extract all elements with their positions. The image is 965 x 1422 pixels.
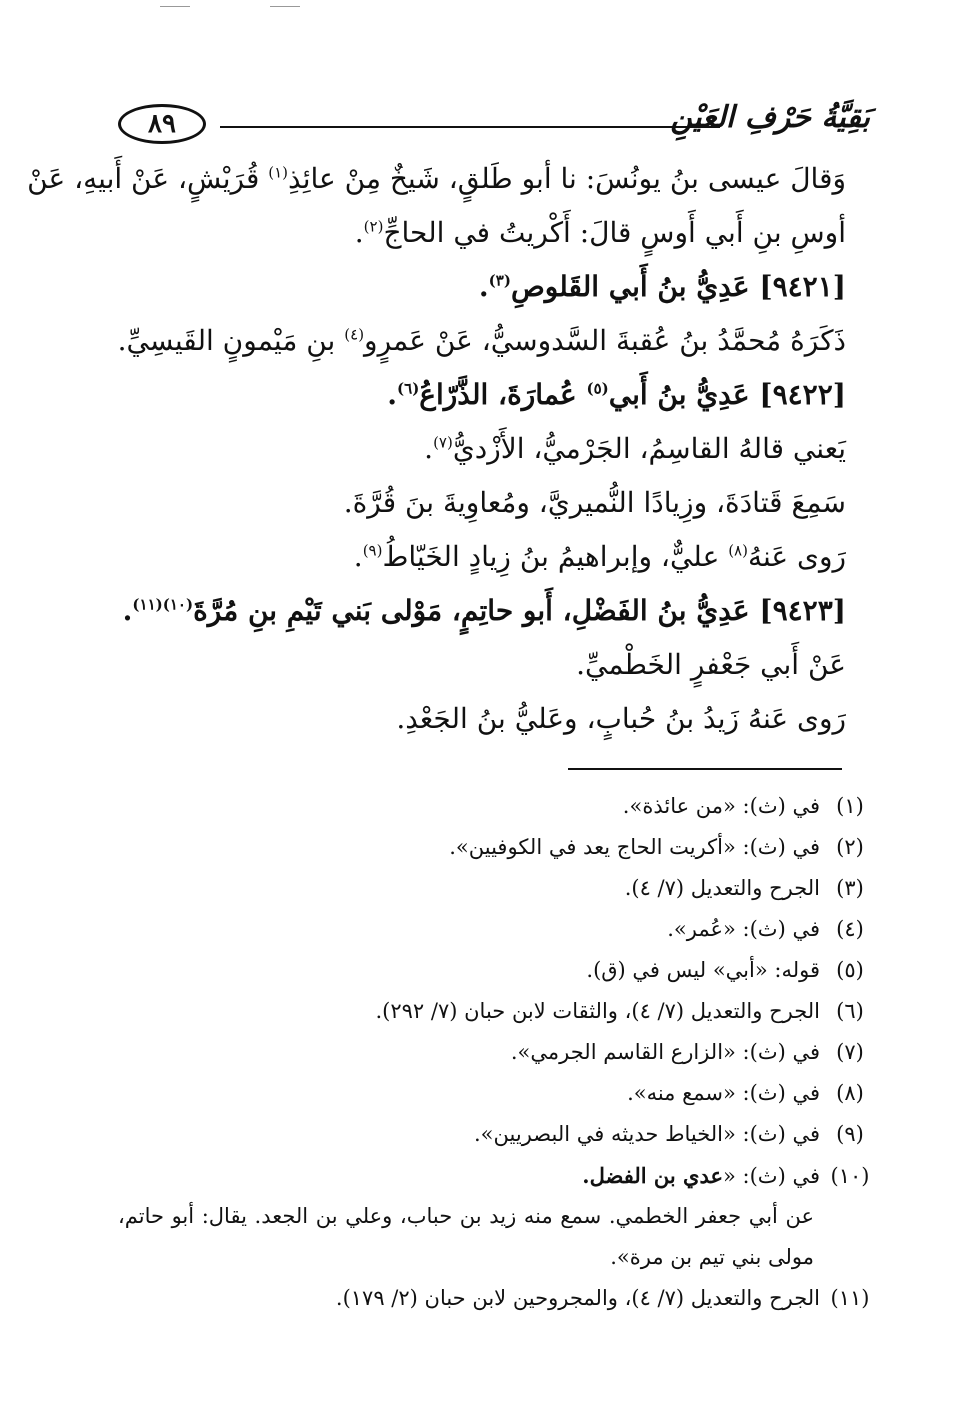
- text-line-1: وَقالَ عيسى بنُ يونُسَ: نا أبو طَلقٍ، شَيخٌ مِنْ عائِذِ$^{(١)}$ قُرَيْشٍ، عَنْ أَبيهِ، عَنْ: [27, 162, 846, 195]
- text-line-11: رَوى عَنهُ زَيدُ بنُ حُبابٍ، وعَليُّ بنُ الجَعْدِ.: [396, 702, 846, 735]
- text-line-8: رَوى عَنهُ$^{(٨)}$ عليٌّ، وإبراهيمُ بنُ زِيادٍ الخَيّاطُ$^{(٩)}$.: [353, 540, 846, 573]
- entry-heading-9421: [٩٤٢١] عَدِيُّ بنُ أَبي القَلوصِ$^{(٣)}$.: [478, 270, 846, 303]
- text-line-10: عَنْ أَبي جَعْفرٍ الخَطْميِّ.: [576, 648, 846, 681]
- footnote-3: (٣)الجرح والتعديل (٧/ ٤).: [624, 876, 864, 900]
- footnote-6: (٦)الجرح والتعديل (٧/ ٤)، والثقات لابن حبان (٧/ ٢٩٢).: [375, 999, 864, 1023]
- footnote-11: (١١)الجرح والتعديل (٧/ ٤)، والمجروحين لابن حبان (٢/ ١٧٩).: [335, 1286, 870, 1310]
- text-line-4: ذَكَرَهُ مُحمَّدُ بنُ عُقبةَ السَّدوسيُّ، عَنْ عَمرٍو$^{(٤)}$ بنِ مَيْمونٍ القَيسِيِّ.: [117, 324, 846, 357]
- running-title: بَقِيَّةُ حَرْفِ العَيْنِ: [670, 100, 870, 135]
- footnote-10: (١٠)في (ث): «عدي بن الفضل.: [582, 1163, 870, 1188]
- footnote-5: (٥)قوله: «أبي» ليس في (ق).: [586, 958, 864, 982]
- footnote-10-continuation-2: مولى بني تيم بن مرة».: [610, 1245, 814, 1269]
- footnotes: [118, 786, 870, 1319]
- footnote-10-continuation-1: عن أبي جعفر الخطمي. سمع منه زيد بن حباب، وعلي بن الجعد. يقال: أبو حاتم،: [118, 1204, 814, 1228]
- footnote-1: (١)في (ث): «من عائذة».: [622, 794, 864, 818]
- header-rule: [220, 126, 720, 128]
- footnote-2: (٢)في (ث): «أكريت الحاج يعد في الكوفيين».: [449, 835, 864, 859]
- scan-marks: [160, 6, 300, 8]
- footnote-4: (٤)في (ث): «عُمر».: [667, 917, 864, 941]
- text-line-7: سَمِعَ قَتادَةَ، وزِيادًا النُّميريَّ، ومُعاوِيةَ بنَ قُرَّةَ.: [343, 486, 846, 519]
- entry-heading-9422: [٩٤٢٢] عَدِيُّ بنُ أَبي$^{(٥)}$ عُمارَةَ، الذَّرّاعُ$^{(٦)}$.: [387, 378, 846, 411]
- text-line-6: يَعني قالهُ القاسِمُ، الجَرْميُّ، الأَزْديُّ$^{(٧)}$.: [424, 432, 846, 465]
- footnote-7: (٧)في (ث): «الزارع القاسم الجرمي».: [510, 1040, 864, 1064]
- page-header: [110, 100, 870, 150]
- footnote-8: (٨)في (ث): «سمع منه».: [627, 1081, 864, 1105]
- text-line-2: أوسِ بنِ أَبي أَوسٍ قالَ: أَكْريتُ في الحاجِّ$^{(٢)}$.: [354, 216, 846, 249]
- footnote-separator: [568, 768, 842, 770]
- footnote-9: (٩)في (ث): «الخياط حديثه في البصريين».: [474, 1122, 864, 1146]
- main-text: [27, 152, 846, 746]
- entry-heading-9423: [٩٤٢٣] عَدِيُّ بنُ الفَضْلِ، أَبو حاتِمٍ، مَوْلى بَني تَيْمِ بنِ مُرَّةَ$^{(١٠)(١١)}$.: [122, 594, 846, 627]
- page-number: ٨٩: [118, 104, 206, 144]
